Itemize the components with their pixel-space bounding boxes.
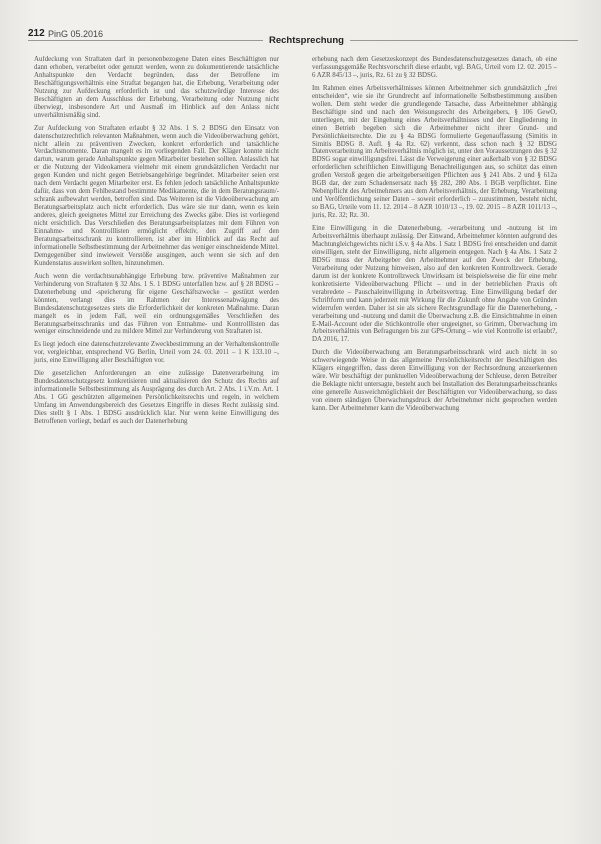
paragraph: Eine Einwilligung in die Datenerhebung, -verarbeitung und -nutzung ist im Arbeitsverhältnis überhaupt zulässig. Der Einwand, Arbeitnehmer könnten aufgrund des Machtungleichgewichts nicht i.S.v. § 4a Abs. 1 Satz 1 BDSG frei entscheiden und damit einwilligen, steht der Einwilligung, nicht allgemein entgegen. Nach § 4a Abs. 1 Satz 2 BDSG muss der Arbeitgeber den Arbeitnehmer auf den Zweck der Erhebung, Verarbeitung oder Nutzung hinweisen, also auf den konkreten Kontrollzweck. Gerade darum ist der konkrete Kontrollzweck Unwirksam ist beispielsweise die für eine mehr konkretisierte Videoüberwachung Pflicht – und in der betrieblichen Praxis oft verabredete – Pauschaleinwilligung in Arbeitsvertrag. Eine Einwilligung bedarf der Schriftform und kann jederzeit mit Wirkung für die Zukunft ohne Angabe von Gründen widerrufen werden. Daher ist sie als sichere Rechtsgrundlage für die Datenerhebung, -verarbeitung und -nutzung und damit die Überwachung z.B. die Einsichtnahme in einen E-Mail-Account oder die Stichkontrolle eher ungeeignet, so Grimm, Überwachung im Arbeitsverhältnis von Befragungen bis zur GPS-Ortung – wie viel Kontrolle ist erlaubt?, DA 2016, 17. <box>312 225 557 344</box>
page-number: 212 <box>28 28 45 39</box>
paragraph: erhebung nach dem Gesetzeskonzept des Bundesdatenschutzgesetzes danach, ob eine verfassungsgemäße Rechtsvorschrift diese erlaubt, vgl. BAG, Urteil vom 12. 02. 2015 – 6 AZR 845/13 –, juris, Rz. 61 zu § 32 BDSG. <box>312 56 557 79</box>
page-header <box>28 27 578 47</box>
paragraph: Die gesetzlichen Anforderungen an eine zulässige Datenverarbeitung im Bundesdatenschutzgesetz konkretisieren und aktualisieren den Schutz des Rechts auf informationelle Selbstbestimmung als Ausprägung des durch Art. 2 Abs. 1 i.V.m. Art. 1 Abs. 1 GG geschützten allgemeinen Persönlichkeitsrechts und regeln, in welchem Umfang im Anwendungsbereich des Gesetzes Eingriffe in dieses Recht zulässig sind. Dies stellt § 1 Abs. 1 BDSG ausdrücklich klar. Nur wenn keine Einwilligung des Betroffenen vorliegt, bedarf es auch der Datenerhebung <box>34 370 279 425</box>
paragraph: Aufdeckung von Straftaten darf in personenbezogene Daten eines Beschäftigten nur dann erhoben, verarbeitet oder genutzt werden, wenn zu dokumentierende tatsächliche Anhaltspunkte den Verdacht begründen, dass der Betroffene im Beschäftigungsverhältnis eine Straftat begangen hat, die Erhebung, Verarbeitung oder Nutzung zur Aufdeckung erforderlich ist und das schutzwürdige Interesse des Beschäftigten an dem Ausschluss der Erhebung, Verarbeitung oder Nutzung nicht überwiegt, insbesondere Art und Ausmaß im Hinblick auf den Anlass nicht unverhältnismäßig sind. <box>34 56 279 119</box>
paragraph: Im Rahmen eines Arbeitsverhältnisses können Arbeitnehmer sich grundsätzlich „frei entscheiden“, wie sie ihr Grundrecht auf informationelle Selbstbestimmung ausüben wollen. Dem steht weder die grundlegende Tatsache, dass Arbeitnehmer abhängig Beschäftigte sind und nach den Weisungsrecht des Arbeitgebers, § 106 GewO, unterliegen, mit der Eingehung eines Arbeitsverhältnisses und der Eingliederung in einen Betrieb begeben sich die Arbeitnehmer nicht ihrer Grund- und Persönlichkeitsrechte. Die zu § 4a BDSG formulierte Gegenauffassung (Simitis in Simitis BDSG 8. Aufl. § 4a Rz. 62) verkennt, dass schon nach § 32 BDSG Datenverarbeitung im Arbeitsverhältnis möglich ist, unter den Voraussetzungen des § 32 BDSG sogar einwilligungsfrei. Lässt die Verweigerung einer außerhalb von § 32 BDSG erforderlichen schriftlichen Einwilligung Benachteiligungen aus, so schützt das einen großen Verstoß gegen die arbeitgeberseitigen Pflichten aus § 241 Abs. 2 und § 612a BGB dar, der zum Schadensersatz nach §§ 282, 280 Abs. 1 BGB verpflichtet. Eine Nebenpflicht des Arbeitnehmers aus dem Arbeitsverhältnis, der Erhebung, Verarbeitung und Veröffentlichung seiner Daten – soweit erforderlich – zuzustimmen, besteht nicht, so BAG, Urteile vom 11. 12. 2014 – 8 AZR 1010/13 –, 19. 02. 2015 – 8 AZR 1011/13 –, juris, Rz. 32; Rz. 30. <box>312 84 557 220</box>
paragraph: Auch wenn die verdachtsunabhängige Erhebung bzw. präventive Maßnahmen zur Verhinderung von Straftaten § 32 Abs. 1 S. 1 BDSG unterfallen bzw. auf § 28 BDSG – Datenerhebung und -speicherung für eigene Geschäftszwecke – gestützt werden könnten, verlangt dies im Rahmen der Interessenabwägung des Bundesdatenschutzgesetzes stets die Erforderlichkeit der konkreten Maßnahme. Daran mangelt es in jedem Fall, weil ein ordnungsgemäßes Verschließen des Beratungsarbeitsschranks und das Führen von Entnahme- und Kontrolllisten das weniger einschneidende und zu mildere Mittel zur Verhinderung von Straftaten ist. <box>34 272 279 336</box>
right-column <box>312 56 557 418</box>
journal-title: PinG 05.2016 <box>48 29 104 39</box>
paragraph: Durch die Videoüberwachung am Beratungsarbeitsschrank wird auch nicht in so schwerwiegende Weise in das allgemeine Persönlichkeitsrecht der Beschäftigten des Klägers eingegriffen, dass deren Einwilligung von der Rechtsordnung anzuerkennen wäre. Wir beschäftigt der punktuellen Videoüberwachung der Schleuse, deren Betreiber die Beklagte nicht untersagte, besteht auch bei Installation des Beratungsarbeitsschranks eine generelle Ausweichmöglichkeit der Beschäftigten vor Videoüberwachung, so dass von einem ständigen Überwachungsdruck der Arbeitnehmer nicht gesprochen werden kann. Der Arbeitnehmer kann die Videoüberwachung <box>312 349 557 413</box>
paragraph: Zur Aufdeckung von Straftaten erlaubt § 32 Abs. 1 S. 2 BDSG den Einsatz von datenschutzrechtlich relevanten Maßnahmen, wenn auch die Videoüberwachung gehört, nicht allein zu präventiven Zwecken, konkret erforderlich und tatsächliche Verdachtsmomente. Daran mangelt es im vorliegenden Fall. Der Kläger konnte nicht dartun, warum gerade Anhaltspunkte gegen Mitarbeiter bestehen sollten. Anlasslich hat er die Nutzung der Videokamera vielmehr mit einem grundsätzlichen Verdacht nur gegen Kunden und nicht gegen Betriebsangehörige begründet. Mitarbeiter seien erst nach dem Verdacht gegen Mitarbeiter erst. Es fehlen jedoch tatsächliche Anhaltspunkte dafür, dass von dem Fehlbestand bestimmte Medikamente, die in dem Beratungsraum/-schrank aufbewahrt werden, betroffen sind. Das Weiteren ist die Videoüberwachung am Beratungsarbeitsplatz auch nicht erforderlich. Das wäre sie nur dann, wenn es kein anderes, gleich geeignetes Mittel zur Erreichung des Zwecks gäbe. Dies ist vorliegend nicht ersichtlich. Das Verschließen des Beratungsarbeitsplatzes mit dem Führen von Einnahme- und Kontrolllisten ermöglicht effektiv, den Zugriff auf den Beratungsarbeitsschrank zu kontrollieren, ist aber im Hinblick auf das Recht auf informationelle Selbstbestimmung der Arbeitnehmer das weniger einschneidende Mittel. Demgegenüber sind inwieweit Verstöße ausgingen, auch wenn sie sich auf den Kundenstatus auswirken sollten, hinzunehmen. <box>34 124 279 267</box>
section-title: Rechtsprechung <box>263 35 350 46</box>
paragraph: Es liegt jedoch eine datenschutzrelevante Zweckbestimmung an der Verhaltenskontrolle vor, vergleichbar, entsprechend VG Berlin, Urteil vom 24. 03. 2011 – 1 K 133.10 –, juris, eine Einwilligung aller Beschäftigten vor. <box>34 341 279 365</box>
left-column <box>34 56 279 431</box>
